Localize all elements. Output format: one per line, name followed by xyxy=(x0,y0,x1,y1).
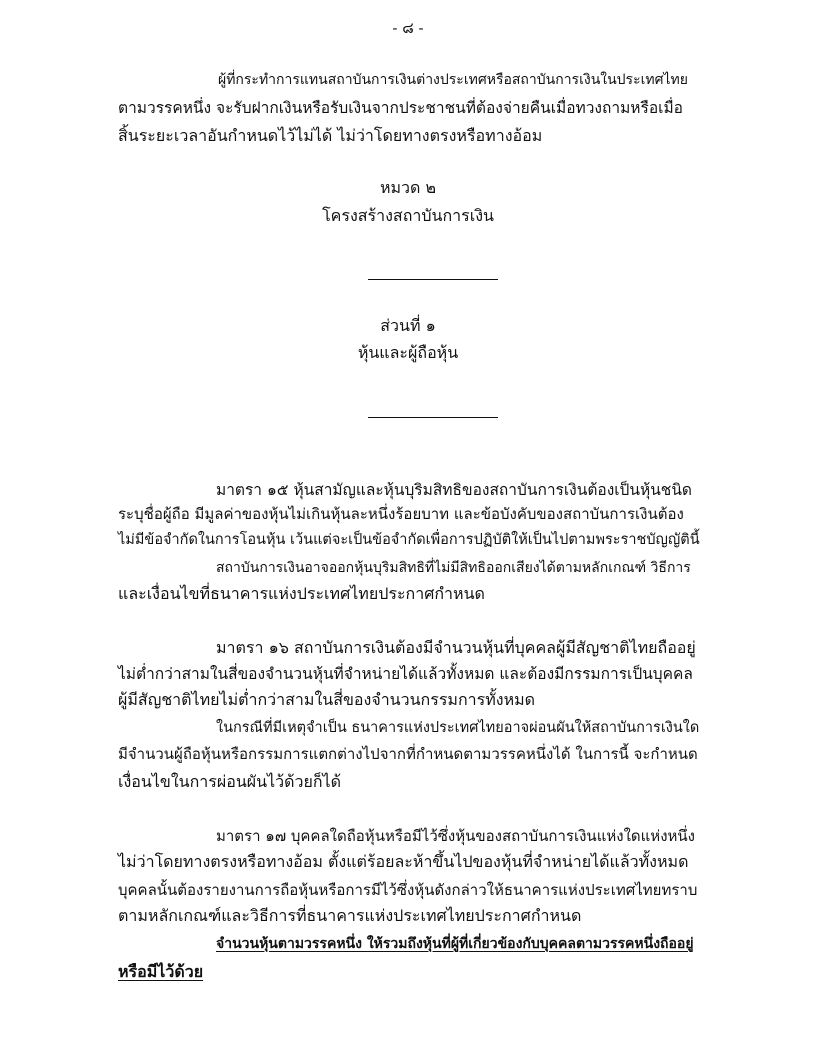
section15-line-3: ไม่มีข้อจำกัดในการโอนหุ้น เว้นแต่จะเป็นข้อจำกัดเพื่อการปฏิบัติให้เป็นไปตามพระราชบัญญัตินี้ xyxy=(118,532,700,548)
section16-line-3: ผู้มีสัญชาติไทยไม่ต่ำกว่าสามในสี่ของจำนวนกรรมการทั้งหมด xyxy=(118,690,536,709)
section17-line-3: บุคคลนั้นต้องรายงานการถือหุ้นหรือการมีไว้ซึ่งหุ้นดังกล่าวให้ธนาคารแห่งประเทศไทยทราบ xyxy=(118,881,698,899)
section17-line-5: จำนวนหุ้นตามวรรคหนึ่ง ให้รวมถึงหุ้นที่ผู้ที่เกี่ยวข้องกับบุคคลตามวรรคหนึ่งถืออยู่ xyxy=(216,936,694,952)
section16-line-2: ไม่ต่ำกว่าสามในสี่ของจำนวนหุ้นที่จำหน่ายได้แล้วทั้งหมด และต้องมีกรรมการเป็นบุคคล xyxy=(118,665,693,683)
chapter-title: โครงสร้างสถาบันการเงิน xyxy=(322,206,494,225)
divider-1 xyxy=(368,279,498,280)
part-title: หุ้นและผู้ถือหุ้น xyxy=(357,343,459,362)
page-number: - ๘ - xyxy=(392,19,424,37)
section17-line-1: มาตรา ๑๗ บุคคลใดถือหุ้นหรือมีไว้ซึ่งหุ้นของสถาบันการเงินแห่งใดแห่งหนึ่ง xyxy=(216,827,695,845)
section16-line-4: ในกรณีที่มีเหตุจำเป็น ธนาคารแห่งประเทศไทยอาจผ่อนผันให้สถาบันการเงินใด xyxy=(216,720,700,736)
section17-line-6: หรือมีไว้ด้วย xyxy=(118,962,204,981)
section16-line-1: มาตรา ๑๖ สถาบันการเงินต้องมีจำนวนหุ้นที่บุคคลผู้มีสัญชาติไทยถืออยู่ xyxy=(216,638,696,657)
intro-line-1: ผู้ที่กระทำการแทนสถาบันการเงินต่างประเทศหรือสถาบันการเงินในประเทศไทย xyxy=(218,72,688,88)
intro-line-2: ตามวรรคหนึ่ง จะรับฝากเงินหรือรับเงินจากประชาชนที่ต้องจ่ายคืนเมื่อทวงถามหรือเมื่อ xyxy=(118,99,683,117)
section15-line-2: ระบุชื่อผู้ถือ มีมูลค่าของหุ้นไม่เกินหุ้นละหนึ่งร้อยบาท และข้อบังคับของสถาบันการเงินต้อง xyxy=(118,505,684,523)
section17-line-2: ไม่ว่าโดยทางตรงหรือทางอ้อม ตั้งแต่ร้อยละห้าขึ้นไปของหุ้นที่จำหน่ายได้แล้วทั้งหมด xyxy=(118,852,689,871)
section15-line-4: สถาบันการเงินอาจออกหุ้นบุริมสิทธิที่ไม่มีสิทธิออกเสียงได้ตามหลักเกณฑ์ วิธีการ xyxy=(216,560,691,576)
section15-line-1: มาตรา ๑๕ หุ้นสามัญและหุ้นบุริมสิทธิของสถาบันการเงินต้องเป็นหุ้นชนิด xyxy=(216,481,692,499)
section15-line-5: และเงื่อนไขที่ธนาคารแห่งประเทศไทยประกาศกำหนด xyxy=(118,584,485,603)
divider-2 xyxy=(368,417,498,418)
section16-line-5: มีจำนวนผู้ถือหุ้นหรือกรรมการแตกต่างไปจากที่กำหนดตามวรรคหนึ่งได้ ในการนี้ จะกำหนด xyxy=(118,745,698,763)
section16-line-6: เงื่อนไขในการผ่อนผันไว้ด้วยก็ได้ xyxy=(118,772,341,791)
intro-line-3: สิ้นระยะเวลาอันกำหนดไว้ไม่ได้ ไม่ว่าโดยทางตรงหรือทางอ้อม xyxy=(118,126,543,145)
section17-line-4: ตามหลักเกณฑ์และวิธีการที่ธนาคารแห่งประเทศไทยประกาศกำหนด xyxy=(118,906,582,925)
chapter-number: หมวด ๒ xyxy=(379,178,437,197)
part-number: ส่วนที่ ๑ xyxy=(380,316,436,335)
